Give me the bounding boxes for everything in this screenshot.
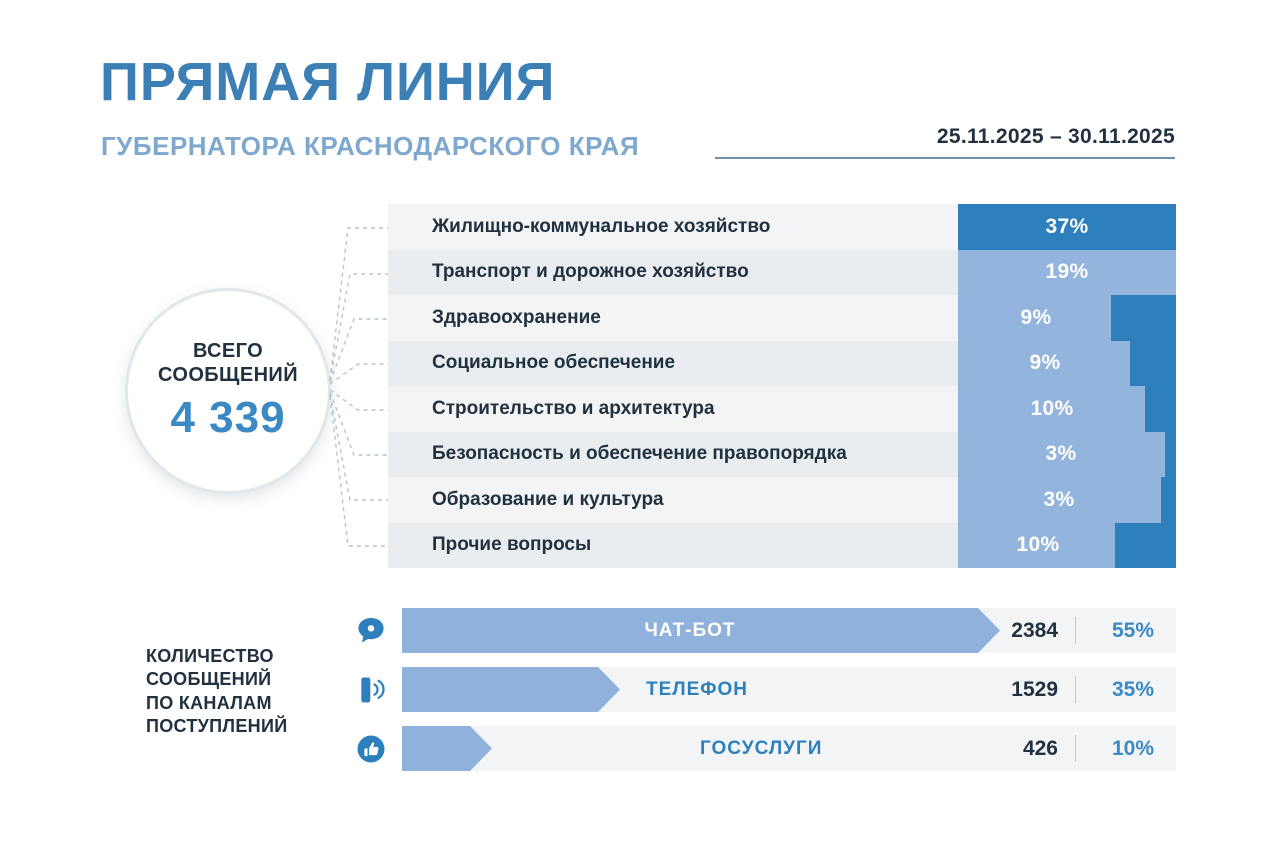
channel-divider [1075, 617, 1076, 644]
channel-divider [1075, 676, 1076, 703]
channels-section-title [146, 645, 287, 739]
total-label-line2: СООБЩЕНИЙ [158, 364, 298, 386]
channel-percent: 55% [1111, 618, 1154, 642]
thumbs-up-icon [340, 732, 402, 766]
category-label: Безопасность и обеспечение правопорядка [388, 432, 958, 478]
total-value: 4 339 [170, 393, 286, 443]
channel-count: 1529 [1011, 677, 1058, 701]
channels-title-line1: КОЛИЧЕСТВО [146, 646, 274, 666]
channels-title-line4: ПОСТУПЛЕНИЙ [146, 716, 288, 737]
header [0, 0, 1280, 180]
channel-bar-area [402, 608, 1176, 653]
category-value: 10% [1016, 533, 1060, 557]
category-label: Транспорт и дорожное хозяйство [388, 250, 958, 296]
category-label: Прочие вопросы [388, 523, 958, 569]
category-bar-track [958, 432, 1176, 478]
phone-icon [340, 673, 402, 707]
channel-bar-fill [402, 667, 620, 712]
table-row [388, 250, 1176, 296]
channel-percent: 10% [1111, 736, 1154, 760]
channel-name: ЧАТ-БОТ [644, 619, 736, 641]
table-row [388, 432, 1176, 478]
category-label: Здравоохранение [388, 295, 958, 341]
category-bar-track [958, 523, 1176, 569]
channels-title-line3: ПО КАНАЛАМ [146, 692, 272, 713]
category-label: Социальное обеспечение [388, 341, 958, 387]
category-bar-track [958, 477, 1176, 523]
channel-name: ТЕЛЕФОН [646, 678, 748, 700]
category-value: 3% [1043, 487, 1075, 511]
channel-percent: 35% [1111, 677, 1154, 701]
list-item [340, 608, 1176, 653]
channels-chart [340, 608, 1176, 785]
channel-count: 426 [1022, 736, 1058, 760]
header-divider [715, 157, 1175, 159]
channel-divider [1075, 735, 1076, 762]
category-value: 37% [1045, 214, 1089, 238]
category-value: 10% [1030, 396, 1074, 420]
list-item [340, 667, 1176, 712]
total-label-line1: ВСЕГО [192, 339, 264, 362]
category-value: 9% [1029, 351, 1061, 375]
total-label [158, 339, 298, 388]
channel-name: ГОСУСЛУГИ [700, 737, 823, 759]
category-value: 3% [1045, 442, 1077, 466]
channel-bar-area [402, 667, 1176, 712]
category-chart [388, 204, 1176, 568]
channel-bar-fill [402, 726, 492, 771]
category-bar-track [958, 204, 1176, 250]
channels-title-line2: СООБЩЕНИЙ [146, 669, 272, 690]
category-bar-track [958, 295, 1176, 341]
channel-bar-area [402, 726, 1176, 771]
table-row [388, 477, 1176, 523]
category-bar-track [958, 341, 1176, 387]
category-value: 19% [1045, 260, 1089, 284]
table-row [388, 386, 1176, 432]
chat-bubble-icon [340, 614, 402, 648]
table-row [388, 204, 1176, 250]
category-bar-track [958, 386, 1176, 432]
date-range: 25.11.2025 – 30.11.2025 [936, 125, 1175, 148]
table-row [388, 341, 1176, 387]
category-value: 9% [1020, 305, 1052, 329]
page-subtitle: ГУБЕРНАТОРА КРАСНОДАРСКОГО КРАЯ [101, 131, 640, 161]
table-row [388, 295, 1176, 341]
category-label: Строительство и архитектура [388, 386, 958, 432]
page-title: ПРЯМАЯ ЛИНИЯ [100, 52, 556, 112]
category-label: Образование и культура [388, 477, 958, 523]
category-label: Жилищно-коммунальное хозяйство [388, 204, 958, 250]
table-row [388, 523, 1176, 569]
list-item [340, 726, 1176, 771]
category-bar-track [958, 250, 1176, 296]
channel-count: 2384 [1011, 618, 1058, 642]
